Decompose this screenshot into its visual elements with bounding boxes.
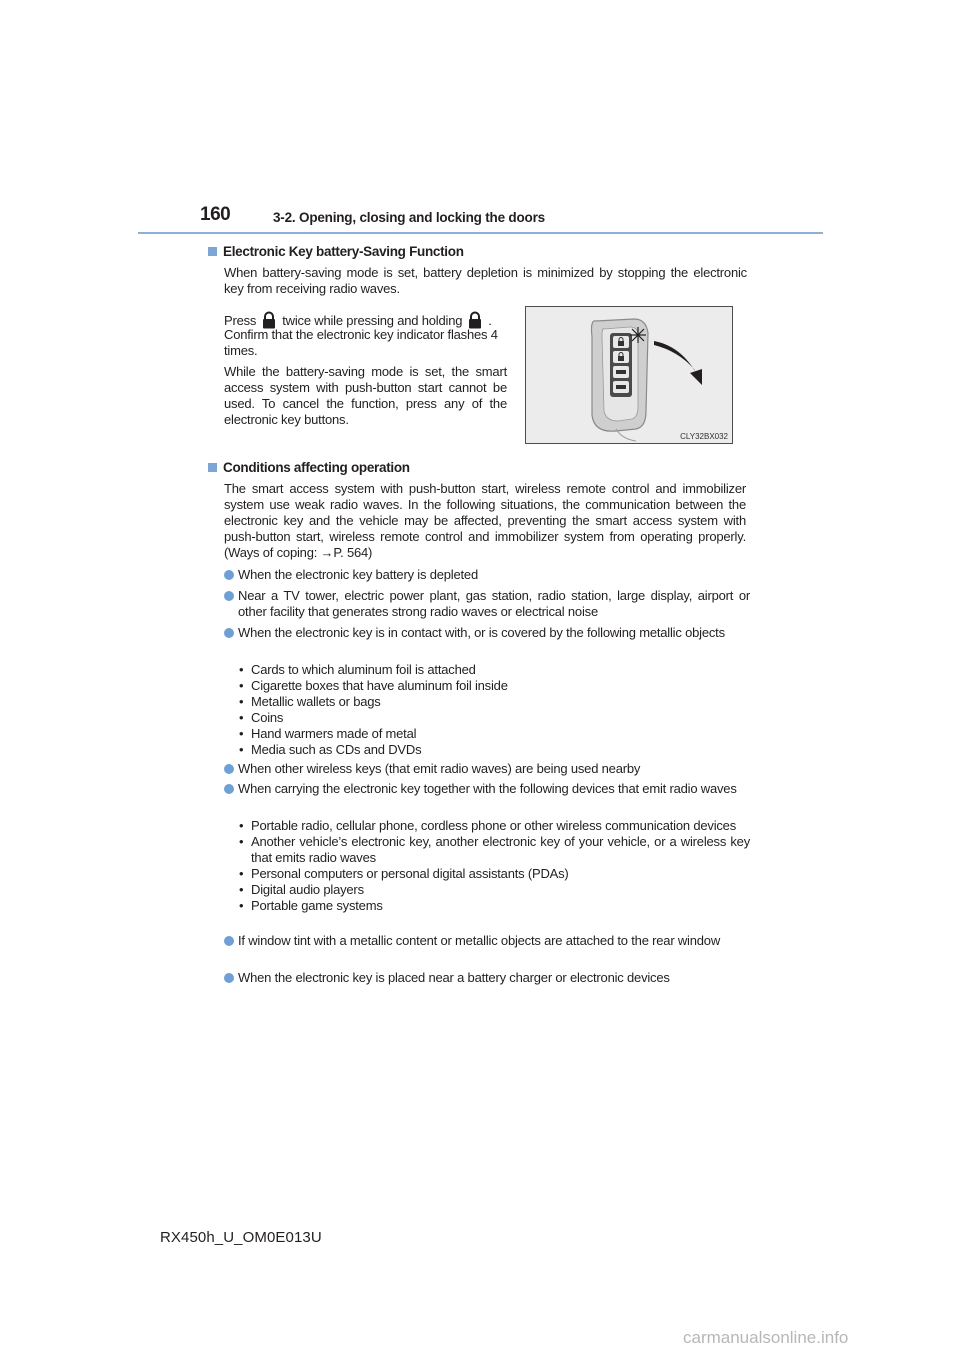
figure-code: CLY32BX032 [680,432,728,441]
page-number: 160 [200,204,231,225]
condition-bullet: If window tint with a metallic content or metallic objects are attached to the rear window [224,933,750,949]
list-item: • Media such as CDs and DVDs [239,742,422,757]
electronic-key-illustration [525,306,733,444]
circle-bullet-icon [224,764,234,774]
circle-bullet-icon [224,784,234,794]
battery-saving-intro: When battery-saving mode is set, battery depletion is minimized by stopping the electronic key from receiving radio waves. [224,265,747,296]
conditions-intro: The smart access system with push-button start, wireless remote control and immobilizer system use weak radio waves. In the following situations, the communication between the electronic key and the vehicle may be affected, preventing the smart access system with push-button start, wireless remote control and immobilizer system from operating properly. (Ways of coping: →P. 564) [224,481,746,560]
condition-bullet: Near a TV tower, electric power plant, gas station, radio station, large display, airport or other facility that generates strong radio waves or electrical noise [224,588,750,620]
chapter-title: 3-2. Opening, closing and locking the doors [273,210,545,225]
list-item: • Hand warmers made of metal [239,726,417,741]
circle-bullet-icon [224,591,234,601]
press-instruction: Press twice while pressing and holding . [224,311,514,333]
condition-bullet: When the electronic key battery is depleted [224,567,750,583]
metallic-objects-list [238,662,750,758]
confirm-indicator-text: Confirm that the electronic key indicator flashes 4 times. [224,327,498,358]
list-item: • Coins [239,710,284,725]
section-heading-battery-saving: Electronic Key battery-Saving Function [208,244,464,259]
circle-bullet-icon [224,973,234,983]
condition-bullet: When carrying the electronic key together with the following devices that emit radio waves [224,781,750,797]
condition-bullet: When the electronic key is in contact with, or is covered by the following metallic objects [224,625,750,641]
list-item: • Metallic wallets or bags [239,694,381,709]
electronic-key-drawing [526,307,732,443]
circle-bullet-icon [224,628,234,638]
circle-bullet-icon [224,570,234,580]
radio-devices-list [238,818,750,914]
list-item: • Cigarette boxes that have aluminum foil inside [239,678,508,693]
header-rule [138,232,823,234]
watermark: carmanualsonline.info [683,1328,849,1347]
list-item: • Digital audio players [239,882,364,897]
list-item: • Portable radio, cellular phone, cordless phone or other wireless communication devices [239,818,737,833]
circle-bullet-icon [224,936,234,946]
list-item: • Personal computers or personal digital assistants (PDAs) [239,866,569,881]
condition-bullet: When other wireless keys (that emit radio waves) are being used nearby [224,761,750,777]
list-item: • Another vehicle’s electronic key, another electronic key of your vehicle, or a wireless key that emits radio waves [239,834,750,865]
square-bullet-icon [208,247,217,256]
battery-saving-cancel-note: While the battery-saving mode is set, the smart access system with push-button start cannot be used. To cancel the function, press any of the electronic key buttons. [224,364,507,427]
condition-bullet: When the electronic key is placed near a battery charger or electronic devices [224,970,750,986]
square-bullet-icon [208,463,217,472]
section-heading-conditions: Conditions affecting operation [208,460,410,475]
list-item: • Cards to which aluminum foil is attached [239,662,476,677]
model-code: RX450h_U_OM0E013U [160,1229,322,1246]
list-item: • Portable game systems [239,898,383,913]
